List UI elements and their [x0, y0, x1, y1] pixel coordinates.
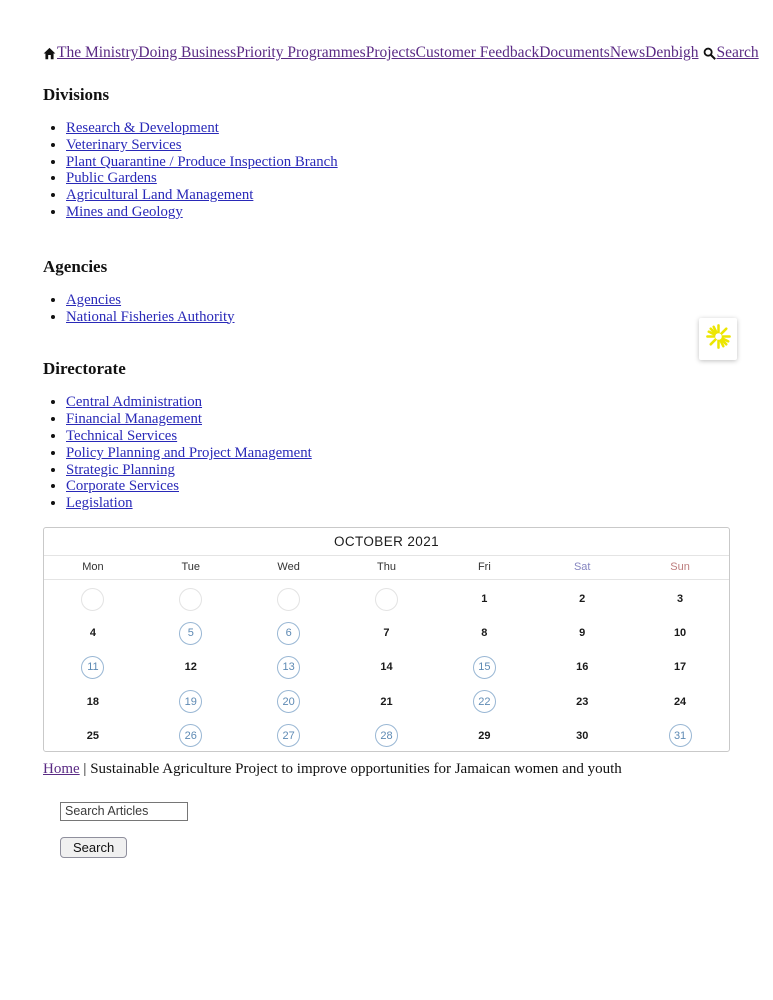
- nav-link-doing-business[interactable]: Doing Business: [138, 44, 237, 61]
- calendar-day-26[interactable]: 26: [179, 724, 202, 747]
- calendar-cell: [631, 582, 729, 616]
- calendar-day-18: 18: [86, 695, 100, 708]
- calendar-cell: [435, 616, 533, 650]
- list-item: [66, 170, 773, 187]
- list-item: [66, 309, 773, 326]
- calendar-day-21: 21: [380, 695, 393, 708]
- link-agricultural-land-management[interactable]: Agricultural Land Management: [66, 187, 254, 204]
- list-item: [66, 462, 773, 479]
- calendar-cell: [240, 719, 338, 753]
- list-item: [66, 495, 773, 512]
- calendar-cell: [435, 719, 533, 753]
- calendar-cell: [142, 616, 240, 650]
- link-financial-management[interactable]: Financial Management: [66, 411, 203, 428]
- calendar-day-6[interactable]: 6: [277, 622, 300, 645]
- article-search-form: [60, 802, 773, 858]
- link-legislation[interactable]: Legislation: [66, 495, 133, 512]
- article-search-button[interactable]: Search: [60, 837, 127, 858]
- calendar-day-3: 3: [677, 593, 684, 606]
- section-directorate: [0, 359, 773, 512]
- calendar-day-12: 12: [184, 661, 197, 674]
- calendar-day-2: 2: [579, 593, 586, 606]
- directorate-title: Directorate: [43, 359, 126, 379]
- calendar-cell: [533, 650, 631, 684]
- calendar-day-23: 23: [576, 695, 589, 708]
- search-icon[interactable]: [703, 47, 716, 60]
- day-header-wed: Wed: [277, 561, 300, 574]
- home-link[interactable]: Home: [43, 760, 80, 777]
- link-research-development[interactable]: Research & Development: [66, 120, 219, 136]
- day-header-tue: Tue: [181, 561, 201, 574]
- calendar-cell: [240, 650, 338, 684]
- link-central-administration[interactable]: Central Administration: [66, 394, 203, 411]
- calendar-day-19[interactable]: 19: [179, 690, 202, 713]
- calendar-day-8: 8: [481, 627, 488, 640]
- list-item: [66, 445, 773, 462]
- list-item: [66, 137, 773, 154]
- nav-link-documents[interactable]: Documents: [539, 44, 610, 61]
- link-technical-services[interactable]: Technical Services: [66, 427, 178, 444]
- calendar-day-13[interactable]: 13: [277, 656, 300, 679]
- list-item: [66, 187, 773, 204]
- calendar-cell: [435, 582, 533, 616]
- list-item: [66, 394, 773, 411]
- calendar-day-9: 9: [579, 627, 586, 640]
- link-strategic-planning[interactable]: Strategic Planning: [66, 461, 175, 478]
- nav-link-news[interactable]: News: [609, 44, 646, 61]
- nav-link-priority-programmes[interactable]: Priority Programmes: [236, 44, 366, 61]
- calendar-title: OCTOBER 2021: [44, 528, 729, 556]
- nav-link-customer-feedback[interactable]: Customer Feedback: [415, 44, 540, 61]
- calendar-day-14: 14: [380, 661, 393, 674]
- agencies-list: [47, 292, 773, 326]
- calendar-cell: [533, 719, 631, 753]
- calendar-cell: [44, 685, 142, 719]
- calendar-day-17: 17: [673, 661, 687, 674]
- calendar-cell: [631, 650, 729, 684]
- directorate-list: [47, 394, 773, 512]
- link-veterinary-services[interactable]: Veterinary Services: [66, 136, 182, 153]
- calendar-day-5[interactable]: 5: [179, 622, 202, 645]
- breadcrumb-text: Sustainable Agriculture Project to improve opportunities for Jamaican women and youth: [90, 760, 622, 777]
- nav-link-the-ministry[interactable]: The Ministry: [57, 44, 139, 61]
- day-header-sun: Sun: [670, 561, 690, 574]
- calendar-cell: [338, 650, 436, 684]
- calendar-cell: [435, 650, 533, 684]
- calendar-cell: [142, 719, 240, 753]
- nav-link-projects[interactable]: Projects: [365, 44, 416, 61]
- calendar-day-1: 1: [481, 593, 488, 606]
- link-mines-and-geology[interactable]: Mines and Geology: [66, 203, 183, 220]
- calendar-empty-slot: [277, 588, 300, 611]
- calendar-day-31[interactable]: 31: [669, 724, 692, 747]
- calendar-day-29: 29: [478, 729, 491, 742]
- calendar-cell: [631, 719, 729, 753]
- link-national-fisheries-authority[interactable]: National Fisheries Authority: [66, 308, 235, 325]
- list-item: [66, 411, 773, 428]
- calendar-day-10: 10: [673, 627, 687, 640]
- calendar-cell: [142, 650, 240, 684]
- link-corporate-services[interactable]: Corporate Services: [66, 478, 179, 495]
- calendar-cell: [338, 719, 436, 753]
- calendar-cell: [533, 582, 631, 616]
- calendar-day-15[interactable]: 15: [473, 656, 496, 679]
- calendar-cell: [631, 616, 729, 650]
- calendar-cell: [44, 582, 142, 616]
- calendar-day-30: 30: [576, 729, 589, 742]
- calendar-day-headers: [44, 556, 729, 580]
- link-policy-planning-project-management[interactable]: Policy Planning and Project Management: [66, 444, 312, 461]
- calendar-empty-slot: [375, 588, 398, 611]
- calendar-day-25: 25: [86, 729, 100, 742]
- nav-link-search[interactable]: Search: [716, 44, 759, 61]
- divisions-list: [47, 120, 773, 221]
- floating-widget[interactable]: [699, 318, 737, 360]
- calendar-day-16: 16: [576, 661, 589, 674]
- calendar-empty-slot: [179, 588, 202, 611]
- calendar-day-24: 24: [673, 695, 687, 708]
- list-item: [66, 154, 773, 171]
- calendar-cell: [142, 685, 240, 719]
- link-plant-quarantine[interactable]: Plant Quarantine / Produce Inspection Branch: [66, 153, 338, 170]
- day-header-thu: Thu: [377, 561, 396, 574]
- list-item: [66, 120, 773, 137]
- list-item: [66, 292, 773, 309]
- home-icon[interactable]: [43, 47, 56, 60]
- calendar-cell: [44, 650, 142, 684]
- agencies-title: Agencies: [43, 256, 108, 276]
- calendar-cell: [435, 685, 533, 719]
- calendar-cell: [533, 616, 631, 650]
- list-item: [66, 204, 773, 221]
- calendar-cell: [44, 616, 142, 650]
- calendar-cell: [533, 685, 631, 719]
- calendar-day-20[interactable]: 20: [277, 690, 300, 713]
- calendar-day-28[interactable]: 28: [375, 724, 398, 747]
- breadcrumb: [43, 761, 773, 778]
- link-agencies[interactable]: Agencies: [66, 291, 122, 308]
- calendar-day-4: 4: [89, 627, 96, 640]
- calendar-cell: [142, 582, 240, 616]
- list-item: [66, 478, 773, 495]
- calendar-day-27[interactable]: 27: [277, 724, 300, 747]
- calendar-cell: [44, 719, 142, 753]
- article-search-input[interactable]: [60, 802, 188, 821]
- calendar-day-11[interactable]: 11: [81, 656, 104, 679]
- day-header-mon: Mon: [82, 561, 104, 574]
- nav-link-denbigh[interactable]: Denbigh: [645, 44, 699, 61]
- asterisk-burst-icon: [705, 323, 732, 355]
- calendar-cell: [338, 685, 436, 719]
- calendar-grid: [44, 580, 729, 753]
- calendar-day-22[interactable]: 22: [473, 690, 496, 713]
- list-item: [66, 428, 773, 445]
- section-agencies: [0, 257, 773, 326]
- calendar-day-7: 7: [383, 627, 390, 640]
- top-nav: [0, 0, 773, 62]
- calendar-cell: [240, 616, 338, 650]
- link-public-gardens[interactable]: Public Gardens: [66, 170, 157, 187]
- calendar-cell: [240, 582, 338, 616]
- divisions-title: Divisions: [43, 85, 110, 104]
- day-header-sat: Sat: [573, 561, 591, 574]
- calendar-cell: [631, 685, 729, 719]
- breadcrumb-separator: |: [83, 760, 87, 777]
- calendar-empty-slot: [81, 588, 104, 611]
- calendar: [43, 527, 730, 752]
- calendar-cell: [240, 685, 338, 719]
- day-header-fri: Fri: [477, 561, 491, 574]
- calendar-cell: [338, 616, 436, 650]
- calendar-cell: [338, 582, 436, 616]
- section-divisions: [0, 85, 773, 221]
